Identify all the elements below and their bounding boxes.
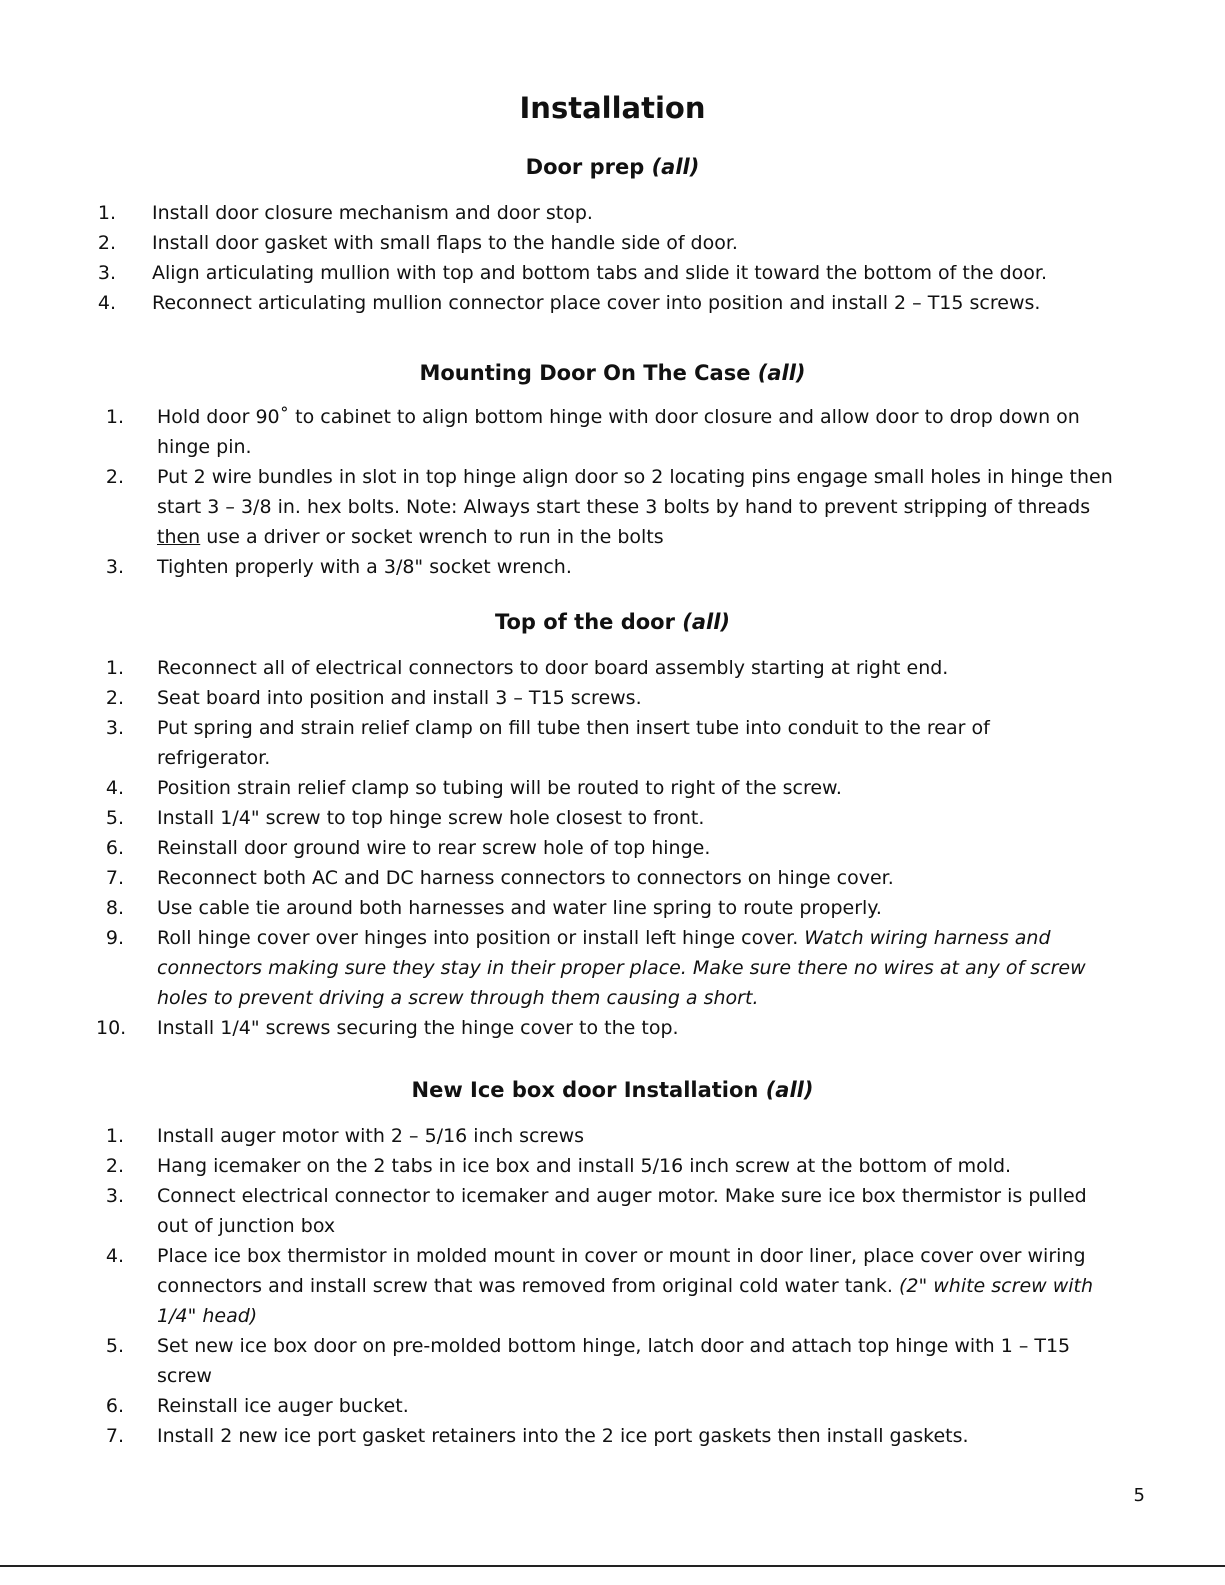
list-item: 6. Reinstall ice auger bucket. bbox=[105, 1395, 409, 1417]
list-item: 6. Reinstall door ground wire to rear screw hole of top hinge. bbox=[105, 837, 711, 859]
list-item: 5. Set new ice box door on pre-molded bottom hinge, latch door and attach top hinge with 1 – T15 screw bbox=[105, 1335, 1071, 1387]
list-item: 4. Position strain relief clamp so tubing will be routed to right of the screw. bbox=[105, 777, 842, 799]
section-heading: New Ice box door Installation (all) bbox=[411, 1078, 814, 1102]
list-item: 3. Connect electrical connector to icemaker and auger motor. Make sure ice box thermistor is pulled out of junction box bbox=[105, 1185, 1087, 1237]
list-item: 2. Install door gasket with small flaps to the handle side of door. bbox=[97, 232, 738, 254]
list-item: 4. Place ice box thermistor in molded mount in cover or mount in door liner, place cover over wiring connectors and install screw that was removed from original cold water tank. (2" white screw with 1/4" head) bbox=[105, 1245, 1094, 1327]
list-item: 7. Install 2 new ice port gasket retainers into the 2 ice port gaskets then install gaskets. bbox=[105, 1425, 969, 1447]
list-item: 1. Install door closure mechanism and door stop. bbox=[97, 202, 593, 224]
list-item: 1. Install auger motor with 2 – 5/16 inch screws bbox=[105, 1125, 585, 1147]
section-heading: Mounting Door On The Case (all) bbox=[419, 361, 806, 385]
list-item: 3. Align articulating mullion with top and bottom tabs and slide it toward the bottom of the door. bbox=[97, 262, 1048, 284]
bottom-rule bbox=[0, 1565, 1225, 1567]
page-title: Installation bbox=[519, 91, 706, 125]
list-item: 4. Reconnect articulating mullion connector place cover into position and install 2 – T15 screws. bbox=[97, 292, 1041, 314]
list-item: 5. Install 1/4" screw to top hinge screw hole closest to front. bbox=[105, 807, 705, 829]
list-item: 3. Tighten properly with a 3/8" socket wrench. bbox=[105, 556, 572, 578]
section-door-prep bbox=[0, 152, 1225, 318]
list-item: 2. Seat board into position and install 3 – T15 screws. bbox=[105, 687, 642, 709]
section-top-of-door bbox=[0, 607, 1225, 1043]
section-mounting-door bbox=[0, 358, 1225, 582]
list-item: 1. Hold door 90˚ to cabinet to align bottom hinge with door closure and allow door to drop down on hinge pin. bbox=[105, 406, 1080, 458]
list-item: 3. Put spring and strain relief clamp on fill tube then insert tube into conduit to the rear of refrigerator. bbox=[105, 717, 990, 769]
section-heading: Door prep (all) bbox=[525, 155, 700, 179]
list-item: 9. Roll hinge cover over hinges into position or install left hinge cover. Watch wiring harness and connectors making sure they stay in their proper place. Make sure there no wires at any of screw holes to prevent driving a screw through them causing a short. bbox=[105, 927, 1086, 1009]
list-item: 8. Use cable tie around both harnesses and water line spring to route properly. bbox=[105, 897, 882, 919]
list-item: 2. Put 2 wire bundles in slot in top hinge align door so 2 locating pins engage small holes in hinge then start 3 – 3/8 in. hex bolts. Note: Always start these 3 bolts by hand to prevent stripping of threads then use a driver or socket wrench to run in the bolts bbox=[105, 466, 1113, 548]
section-heading: Top of the door (all) bbox=[494, 610, 731, 634]
list-item: 2. Hang icemaker on the 2 tabs in ice box and install 5/16 inch screw at the bottom of mold. bbox=[105, 1155, 1012, 1177]
list-item: 1. Reconnect all of electrical connectors to door board assembly starting at right end. bbox=[105, 657, 949, 679]
list-item: 7. Reconnect both AC and DC harness connectors to connectors on hinge cover. bbox=[105, 867, 894, 889]
list-item: 10. Install 1/4" screws securing the hinge cover to the top. bbox=[96, 1017, 679, 1039]
section-ice-box-door bbox=[0, 1075, 1225, 1451]
page-number: 5 bbox=[1133, 1485, 1145, 1506]
